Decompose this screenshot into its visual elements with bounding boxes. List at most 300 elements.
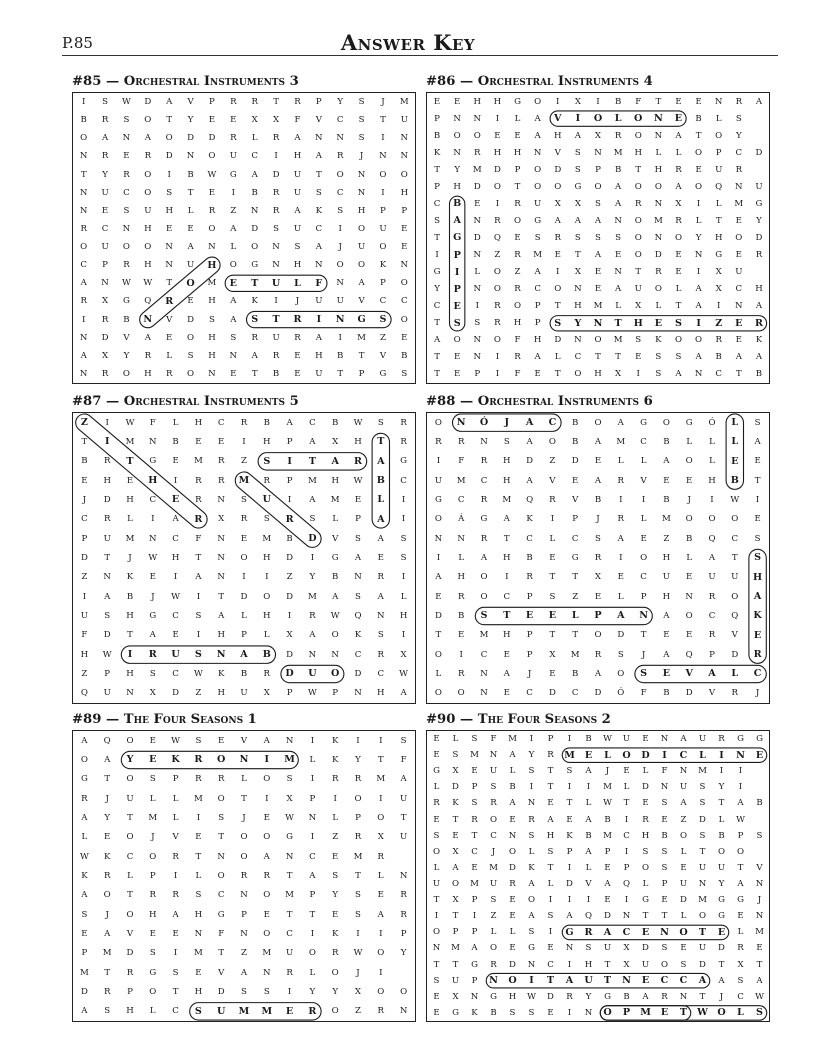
grid-letter: R	[584, 926, 593, 938]
grid-letter: G	[400, 456, 408, 467]
grid-letter: O	[400, 314, 408, 325]
grid-letter: E	[695, 96, 702, 107]
grid-letter: O	[187, 368, 195, 379]
grid-letter: N	[473, 284, 482, 295]
grid-letter: I	[495, 113, 500, 124]
grid-letter: E	[660, 1007, 669, 1019]
grid-letter: X	[635, 301, 642, 312]
grid-letter: O	[80, 242, 88, 253]
grid-letter: O	[453, 130, 461, 141]
grid-letter: W	[285, 812, 294, 823]
grid-letter: R	[331, 774, 339, 785]
grid-letter: P	[172, 774, 179, 785]
grid-letter: S	[337, 205, 344, 216]
grid-letter: A	[433, 335, 441, 346]
grid-letter: E	[509, 814, 516, 825]
grid-letter: E	[171, 494, 180, 506]
grid-letter: D	[434, 610, 442, 621]
grid-letter: R	[251, 97, 258, 108]
grid-letter: K	[528, 862, 535, 873]
grid-letter: O	[457, 688, 465, 699]
grid-letter: R	[217, 456, 225, 467]
grid-letter: T	[435, 630, 442, 641]
grid-letter: A	[144, 332, 151, 343]
grid-letter: M	[451, 943, 460, 954]
grid-letter: L	[642, 766, 649, 777]
grid-letter: T	[308, 455, 316, 467]
grid-letter: J	[491, 846, 496, 857]
grid-letter: R	[272, 133, 280, 144]
grid-letter: N	[654, 232, 663, 243]
grid-letter: T	[572, 630, 579, 641]
grid-letter: A	[172, 909, 179, 920]
grid-letter: C	[217, 417, 225, 428]
grid-letter: H	[641, 830, 650, 841]
grid-letter: O	[217, 870, 225, 881]
grid-letter: T	[241, 793, 247, 804]
grid-letter: E	[735, 250, 742, 261]
grid-letter: E	[642, 734, 649, 745]
grid-letter: R	[272, 205, 280, 216]
grid-letter: O	[679, 830, 688, 841]
grid-letter: V	[379, 350, 387, 361]
grid-letter: H	[473, 96, 482, 107]
grid-letter: E	[641, 975, 650, 987]
grid-letter: R	[675, 164, 682, 175]
grid-letter: P	[623, 862, 630, 873]
grid-letter: R	[754, 317, 763, 329]
grid-letter: G	[357, 314, 366, 326]
grid-letter: O	[358, 223, 366, 234]
grid-letter: N	[714, 96, 723, 107]
grid-letter: Y	[574, 317, 582, 329]
grid-letter: R	[435, 436, 442, 447]
grid-letter: D	[126, 948, 134, 959]
letter-grid	[427, 93, 769, 383]
grid-letter: X	[286, 630, 293, 641]
grid-letter: I	[696, 267, 701, 278]
grid-letter: U	[641, 959, 650, 970]
grid-letter: O	[432, 846, 441, 857]
grid-letter: R	[490, 959, 497, 970]
grid-letter: L	[675, 147, 682, 158]
grid-letter: B	[453, 198, 462, 210]
grid-letter: G	[217, 909, 225, 920]
grid-letter: O	[217, 793, 225, 804]
grid-letter: E	[433, 750, 440, 761]
grid-letter: O	[493, 181, 501, 192]
grid-letter: Q	[731, 610, 739, 621]
grid-letter: O	[377, 812, 385, 823]
grid-letter: R	[377, 572, 385, 583]
grid-letter: G	[534, 215, 542, 226]
grid-letter: B	[661, 830, 668, 841]
grid-letter: O	[489, 814, 498, 825]
grid-letter: H	[634, 147, 642, 158]
grid-letter: X	[623, 959, 630, 970]
grid-letter: C	[623, 830, 630, 841]
grid-letter: E	[401, 242, 408, 253]
grid-letter: D	[251, 223, 259, 234]
grid-letter: R	[81, 793, 88, 804]
grid-letter: U	[432, 879, 441, 890]
grid-letter: R	[123, 169, 130, 180]
grid-letter: N	[639, 610, 648, 622]
grid-letter: O	[336, 169, 344, 180]
grid-letter: I	[379, 928, 383, 939]
grid-letter: O	[695, 147, 703, 158]
grid-letter: R	[80, 223, 87, 234]
grid-letter: H	[662, 591, 671, 602]
grid-letter: F	[400, 754, 407, 765]
grid-letter: D	[604, 911, 611, 922]
grid-letter: P	[380, 278, 386, 289]
grid-letter: D	[217, 986, 225, 997]
grid-letter: N	[622, 911, 631, 922]
grid-letter: B	[332, 572, 339, 583]
grid-letter: N	[470, 991, 479, 1002]
grid-letter: H	[554, 130, 562, 141]
grid-letter: T	[640, 630, 647, 641]
grid-letter: C	[149, 494, 157, 505]
grid-letter: O	[594, 630, 602, 641]
grid-letter: A	[503, 514, 510, 525]
grid-letter: W	[330, 610, 340, 621]
grid-letter: T	[575, 250, 581, 261]
grid-letter: C	[81, 514, 88, 525]
grid-letter: M	[261, 1005, 273, 1017]
grid-letter: U	[717, 862, 726, 873]
grid-letter: E	[547, 943, 554, 954]
grid-letter: E	[547, 1007, 554, 1018]
grid-letter: A	[509, 750, 516, 761]
grid-letter: D	[731, 649, 739, 660]
grid-letter: D	[101, 332, 109, 343]
grid-letter: A	[104, 754, 111, 765]
grid-letter: A	[594, 436, 602, 447]
grid-letter: B	[585, 830, 592, 841]
grid-letter: N	[336, 278, 344, 289]
grid-letter: Z	[286, 572, 293, 583]
grid-letter: I	[379, 735, 383, 746]
grid-letter: L	[585, 862, 592, 873]
grid-letter: L	[549, 533, 556, 544]
grid-letter: E	[433, 1007, 440, 1018]
grid-letter: S	[642, 846, 649, 857]
grid-letter: N	[755, 911, 764, 922]
grid-letter: A	[80, 278, 87, 289]
grid-letter: M	[479, 630, 489, 641]
grid-letter: I	[381, 133, 385, 144]
grid-letter: S	[595, 232, 601, 243]
grid-letter: R	[123, 260, 130, 271]
grid-letter: E	[754, 456, 761, 467]
grid-letter: N	[126, 688, 134, 699]
grid-letter: B	[240, 668, 248, 679]
grid-letter: P	[149, 870, 156, 881]
grid-letter: E	[662, 668, 671, 680]
grid-letter: S	[674, 317, 682, 329]
grid-letter: I	[586, 782, 591, 793]
grid-letter: T	[337, 368, 344, 379]
grid-letter: B	[123, 314, 130, 325]
grid-letter: N	[285, 735, 294, 746]
grid-letter: I	[401, 630, 406, 641]
grid-letter: B	[663, 436, 670, 447]
grid-letter: C	[547, 959, 554, 970]
grid-letter: I	[495, 369, 500, 380]
grid-letter: N	[272, 242, 280, 253]
grid-letter: A	[452, 862, 459, 873]
grid-letter: Y	[718, 782, 725, 793]
grid-letter: J	[687, 494, 691, 505]
grid-letter: L	[554, 352, 561, 363]
grid-letter: U	[755, 181, 763, 192]
grid-letter: A	[251, 169, 258, 180]
grid-letter: A	[81, 812, 88, 823]
grid-letter: S	[251, 314, 259, 326]
grid-letter: A	[698, 975, 707, 987]
grid-letter: P	[355, 514, 361, 525]
grid-letter: D	[617, 630, 625, 641]
letter-grid-box	[72, 412, 416, 704]
grid-letter: S	[218, 812, 225, 823]
grid-letter: R	[308, 1005, 317, 1017]
grid-letter: A	[104, 591, 111, 602]
grid-letter: L	[195, 870, 202, 881]
grid-letter: T	[566, 798, 573, 809]
grid-letter: N	[480, 688, 488, 699]
grid-letter: M	[307, 591, 317, 602]
grid-letter: H	[126, 610, 134, 621]
grid-letter: D	[554, 335, 562, 346]
grid-letter: P	[547, 734, 554, 745]
grid-letter: I	[310, 552, 315, 563]
grid-letter: H	[400, 187, 409, 198]
grid-letter: T	[471, 830, 478, 841]
grid-letter: O	[451, 879, 460, 890]
grid-letter: N	[149, 533, 157, 544]
grid-letter: H	[194, 986, 203, 997]
grid-letter: U	[293, 187, 302, 198]
grid-letter: M	[661, 514, 671, 525]
grid-letter: T	[433, 895, 440, 906]
grid-letter: X	[452, 766, 459, 777]
grid-letter: A	[400, 688, 407, 699]
grid-letter: H	[263, 552, 271, 563]
grid-letter: Ó	[617, 688, 625, 699]
grid-letter: A	[149, 630, 156, 641]
grid-letter: T	[127, 812, 133, 823]
grid-letter: E	[572, 475, 579, 486]
grid-letter: N	[240, 890, 248, 901]
grid-letter: G	[565, 926, 574, 938]
grid-letter: H	[503, 456, 511, 467]
grid-letter: E	[509, 895, 516, 906]
grid-letter: H	[208, 332, 216, 343]
grid-letter: J	[719, 991, 724, 1002]
grid-letter: R	[661, 991, 668, 1002]
grid-letter: A	[565, 975, 574, 987]
grid-letter: B	[490, 1007, 497, 1018]
grid-letter: E	[229, 277, 237, 289]
grid-letter: T	[603, 975, 612, 987]
grid-letter: H	[513, 147, 522, 158]
letter-grid-box	[426, 412, 770, 704]
grid-letter: T	[604, 959, 611, 970]
letter-grid	[73, 413, 415, 703]
grid-letter: T	[554, 301, 561, 312]
grid-letter: U	[80, 610, 89, 621]
grid-letter: A	[172, 514, 179, 525]
grid-letter: A	[594, 475, 602, 486]
grid-letter: O	[685, 514, 693, 525]
grid-letter: D	[554, 164, 562, 175]
grid-letter: T	[127, 630, 133, 641]
grid-letter: O	[473, 130, 481, 141]
grid-letter: N	[217, 572, 225, 583]
grid-letter: M	[285, 890, 294, 901]
grid-letter: C	[471, 846, 478, 857]
grid-letter: E	[149, 928, 156, 939]
grid-letter: I	[550, 514, 555, 525]
grid-letter: W	[353, 475, 363, 486]
grid-letter: C	[457, 494, 465, 505]
grid-letter: A	[526, 436, 533, 447]
grid-letter: C	[433, 301, 441, 312]
grid-letter: R	[195, 494, 202, 505]
grid-letter: Y	[695, 232, 702, 243]
grid-letter: O	[434, 688, 442, 699]
grid-letter: L	[655, 301, 662, 312]
grid-letter: T	[679, 1007, 688, 1019]
grid-letter: I	[505, 572, 509, 583]
grid-letter: U	[584, 975, 593, 987]
grid-letter: O	[480, 591, 488, 602]
grid-letter: G	[718, 895, 725, 906]
grid-letter: N	[432, 943, 441, 954]
grid-letter: B	[81, 456, 88, 467]
grid-letter: S	[547, 846, 554, 857]
grid-letter: T	[635, 267, 642, 278]
grid-letter: T	[187, 187, 194, 198]
grid-letter: O	[434, 649, 442, 660]
grid-letter: D	[354, 668, 362, 679]
grid-letter: P	[514, 164, 521, 175]
grid-letter: N	[508, 830, 517, 841]
grid-letter: O	[622, 749, 631, 761]
grid-letter: K	[753, 610, 762, 622]
grid-letter: E	[663, 630, 670, 641]
grid-letter: N	[489, 750, 498, 761]
grid-letter: S	[566, 766, 573, 777]
grid-letter: U	[103, 533, 111, 544]
grid-letter: X	[332, 436, 339, 447]
grid-letter: A	[603, 926, 612, 938]
grid-letter: S	[471, 798, 478, 809]
grid-letter: R	[165, 368, 173, 379]
grid-letter: L	[695, 215, 702, 226]
grid-letter: R	[336, 151, 344, 162]
grid-letter: H	[293, 260, 302, 271]
grid-letter: D	[286, 552, 294, 563]
grid-letter: I	[231, 187, 236, 198]
grid-letter: M	[472, 164, 482, 175]
grid-letter: H	[503, 630, 511, 641]
grid-letter: O	[263, 890, 271, 901]
grid-letter: V	[554, 147, 561, 158]
grid-letter: H	[493, 96, 502, 107]
grid-letter: C	[172, 668, 179, 679]
grid-letter: E	[661, 814, 668, 825]
grid-letter: R	[263, 870, 271, 881]
grid-letter: P	[715, 147, 722, 158]
grid-letter: A	[144, 133, 151, 144]
grid-letter: A	[509, 798, 516, 809]
grid-letter: I	[548, 927, 553, 938]
grid-letter: Y	[528, 750, 535, 761]
grid-letter: S	[661, 798, 668, 809]
grid-letter: N	[122, 133, 131, 144]
grid-letter: T	[503, 610, 511, 622]
grid-letter: U	[379, 223, 387, 234]
grid-letter: P	[358, 368, 365, 379]
grid-letter: K	[471, 1007, 478, 1018]
grid-letter: I	[196, 812, 201, 823]
grid-letter: G	[286, 832, 294, 843]
grid-letter: Q	[526, 494, 534, 505]
grid-letter: E	[509, 943, 516, 954]
grid-letter: E	[594, 456, 602, 467]
grid-letter: I	[567, 734, 572, 745]
grid-letter: I	[719, 749, 724, 761]
grid-letter: R	[617, 514, 625, 525]
grid-letter: T	[355, 870, 361, 881]
grid-letter: R	[194, 513, 203, 525]
grid-letter: S	[595, 198, 601, 209]
grid-letter: N	[208, 368, 216, 379]
grid-letter: I	[105, 417, 109, 428]
grid-letter: T	[554, 369, 561, 380]
grid-letter: C	[217, 890, 225, 901]
grid-letter: I	[596, 96, 600, 107]
grid-letter: H	[755, 284, 763, 295]
grid-letter: E	[471, 766, 478, 777]
grid-letter: A	[642, 991, 649, 1002]
grid-letter: G	[433, 766, 440, 777]
grid-letter: I	[310, 735, 315, 746]
grid-letter: L	[433, 782, 440, 793]
grid-letter: I	[495, 352, 500, 363]
grid-letter: H	[708, 475, 716, 486]
grid-letter: C	[731, 533, 739, 544]
grid-letter: O	[514, 215, 522, 226]
grid-letter: I	[472, 911, 477, 922]
grid-letter: P	[737, 830, 744, 841]
grid-letter: O	[377, 948, 385, 959]
grid-letter: X	[574, 267, 581, 278]
grid-letter: T	[434, 232, 440, 243]
grid-letter: O	[400, 278, 408, 289]
grid-letter: S	[241, 986, 247, 997]
grid-letter: I	[274, 151, 278, 162]
grid-letter: F	[514, 335, 521, 346]
grid-letter: V	[685, 668, 693, 680]
grid-letter: S	[187, 350, 194, 361]
grid-letter: I	[696, 198, 701, 209]
grid-letter: S	[355, 890, 361, 901]
grid-letter: F	[81, 630, 88, 641]
